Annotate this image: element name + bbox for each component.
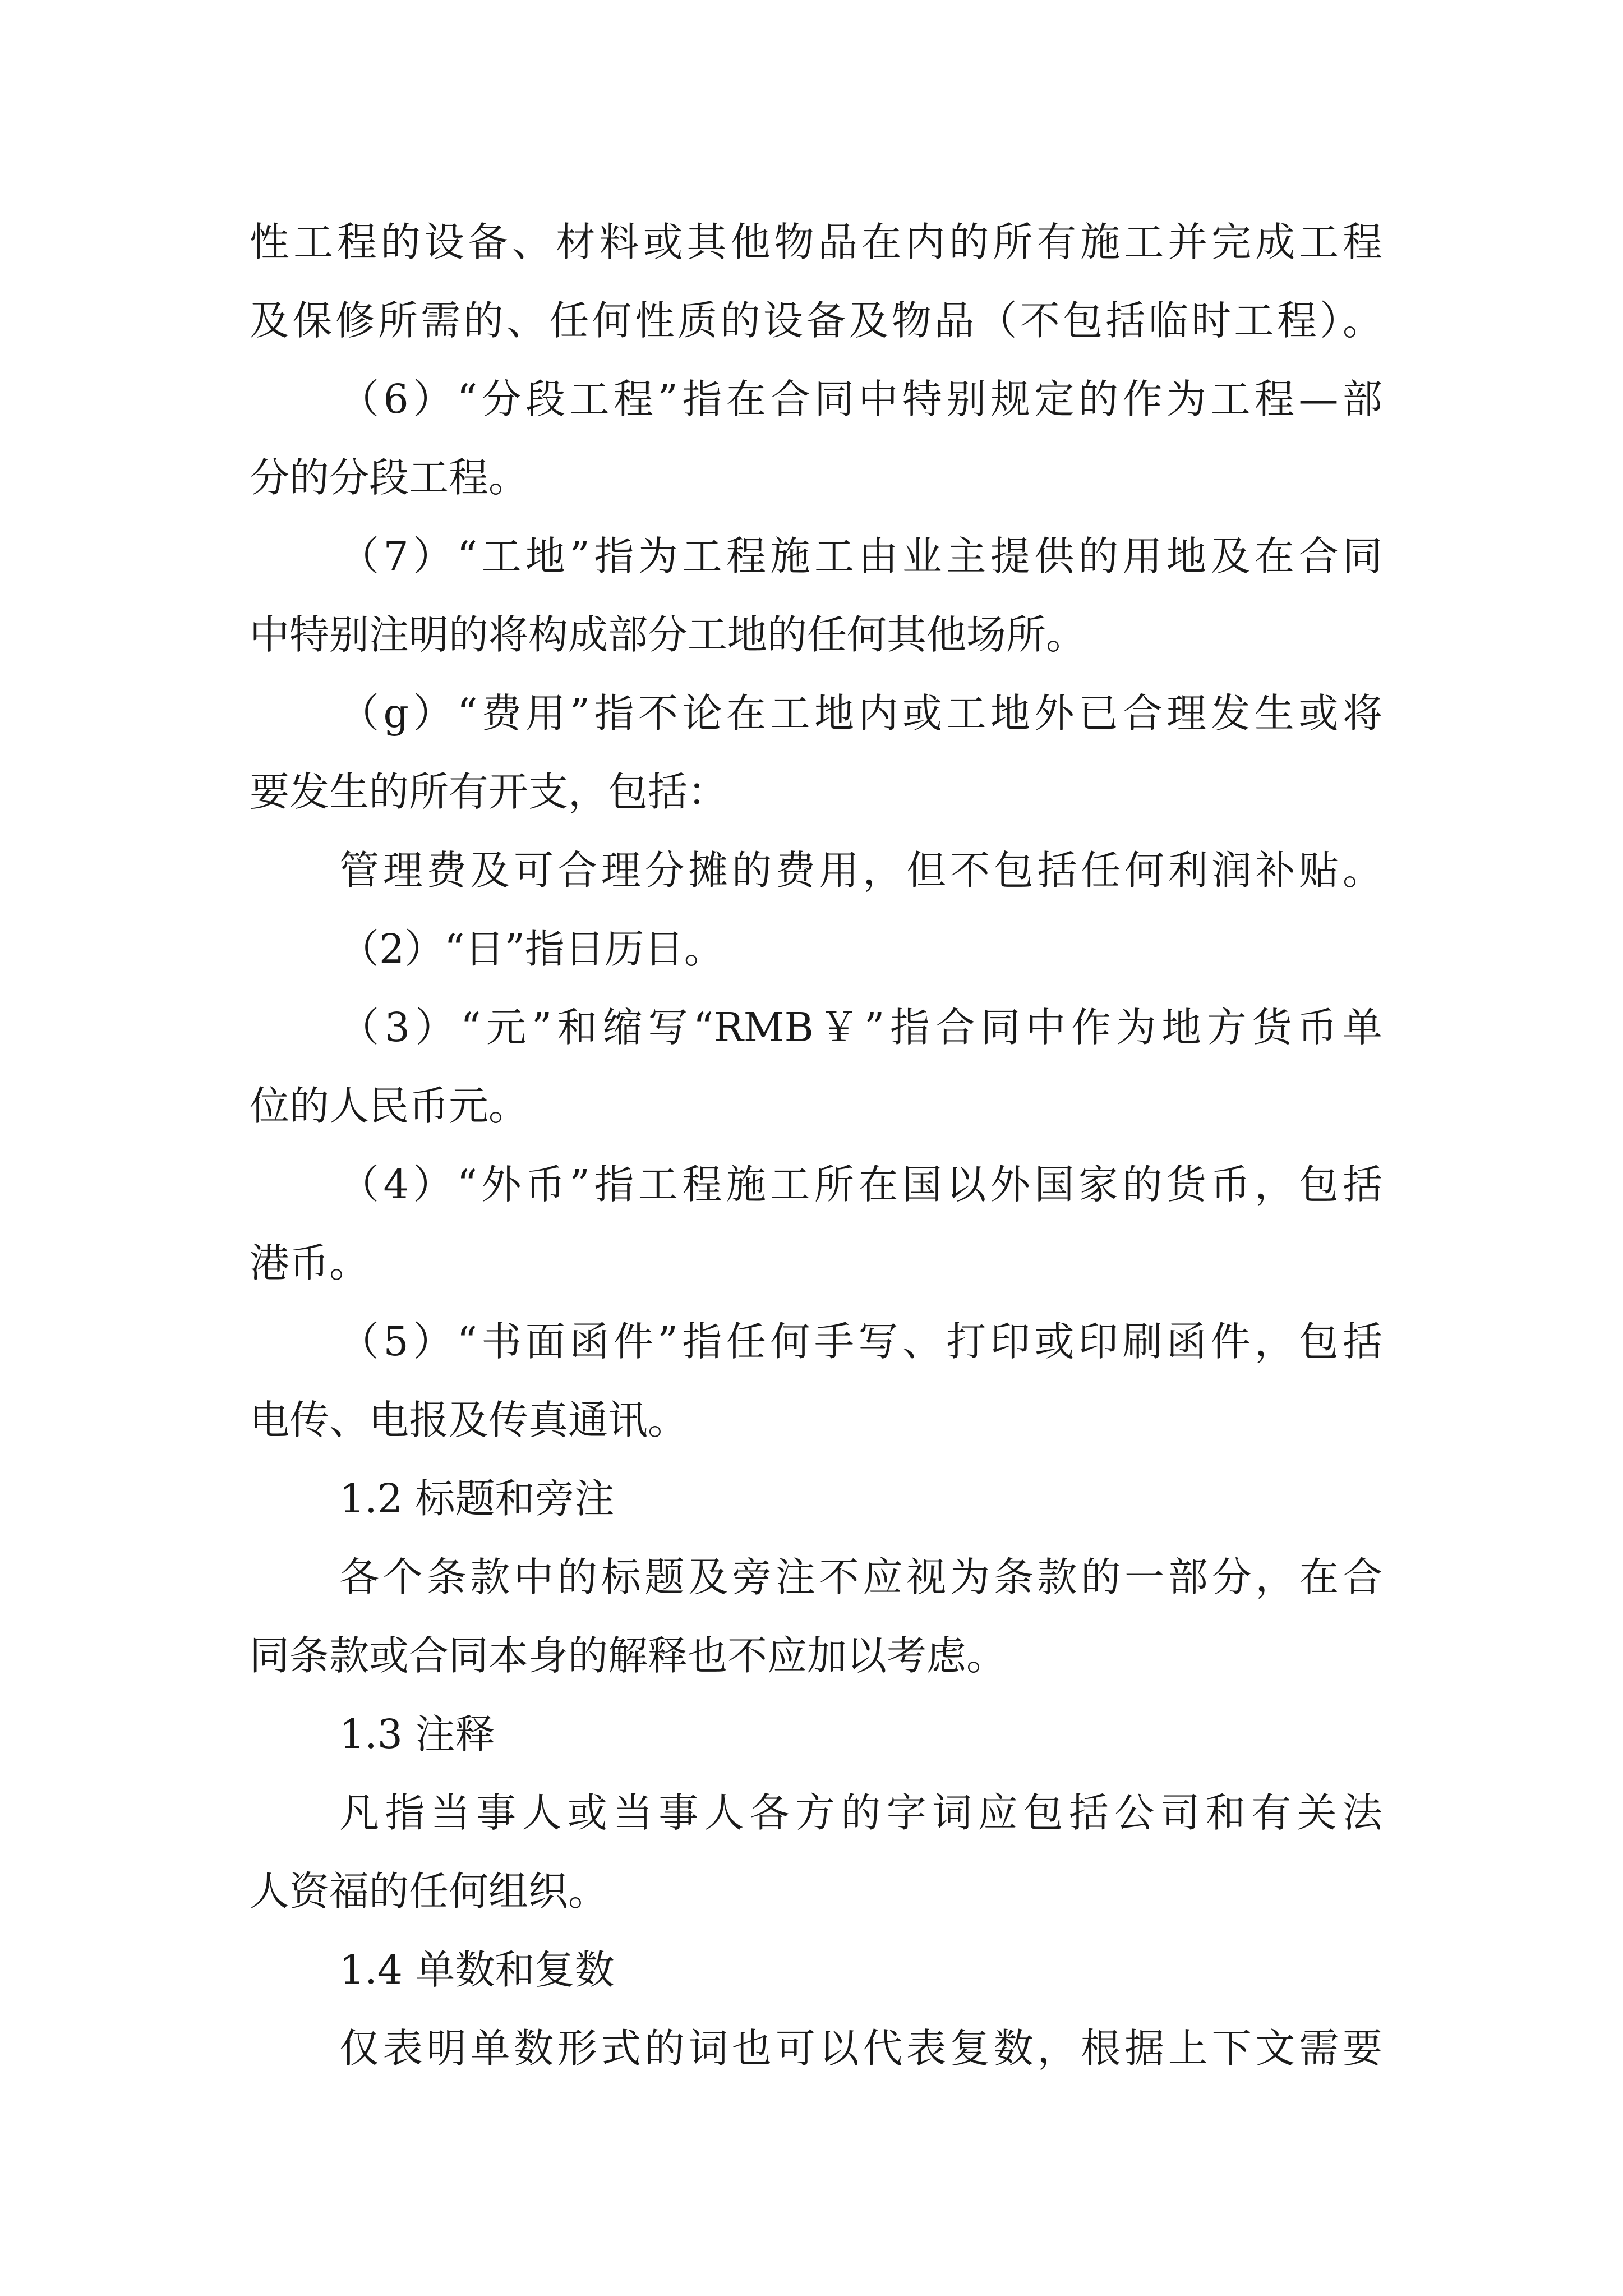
text-line: 港币。 [250,1240,370,1286]
text-line: 位的人民币元。 [250,1083,529,1129]
text-line: 仅表明单数形式的词也可以代表复数，根据上下文需要 [339,2025,1382,2072]
text-line: 及保修所需的、任何性质的设备及物品（不包括临时工程）。 [250,297,1382,344]
text-line: 凡指当事人或当事人各方的字词应包括公司和有关法 [339,1789,1382,1836]
text-line: （4）“外币”指工程施工所在国以外国家的货币，包括 [339,1161,1382,1208]
text-line: 性工程的设备、材料或其他物品在内的所有施工并完成工程 [250,219,1382,265]
text-line: 电传、电报及传真通讯。 [250,1397,688,1443]
text-line: （5）“书面函件”指任何手写、打印或印刷函件，包括 [339,1318,1382,1365]
text-line: （2）“日”指日历日。 [339,926,724,972]
text-line: 各个条款中的标题及旁注不应视为条款的一部分，在合 [339,1554,1382,1600]
section-heading: 1.4 单数和复数 [339,1947,615,1993]
text-line: （7）“工地”指为工程施工由业主提供的用地及在合同 [339,533,1382,579]
section-heading: 1.3 注释 [339,1711,495,1757]
section-heading: 1.2 标题和旁注 [339,1475,615,1522]
text-line: 分的分段工程。 [250,454,529,501]
text-line: （g）“费用”指不论在工地内或工地外已合理发生或将 [339,690,1382,737]
text-line: 要发生的所有开支，包括： [250,769,728,815]
text-line: （3）“元”和缩写“RMB￥”指合同中作为地方货币单 [339,1004,1382,1051]
text-line: （6）“分段工程”指在合同中特别规定的作为工程—部 [339,376,1382,422]
text-line: 管理费及可合理分摊的费用，但不包括任何利润补贴。 [339,847,1382,894]
text-line: 中特别注明的将构成部分工地的任何其他场所。 [250,611,1086,658]
text-line: 人资福的任何组织。 [250,1868,608,1915]
text-line: 同条款或合同本身的解释也不应加以考虑。 [250,1632,1007,1679]
